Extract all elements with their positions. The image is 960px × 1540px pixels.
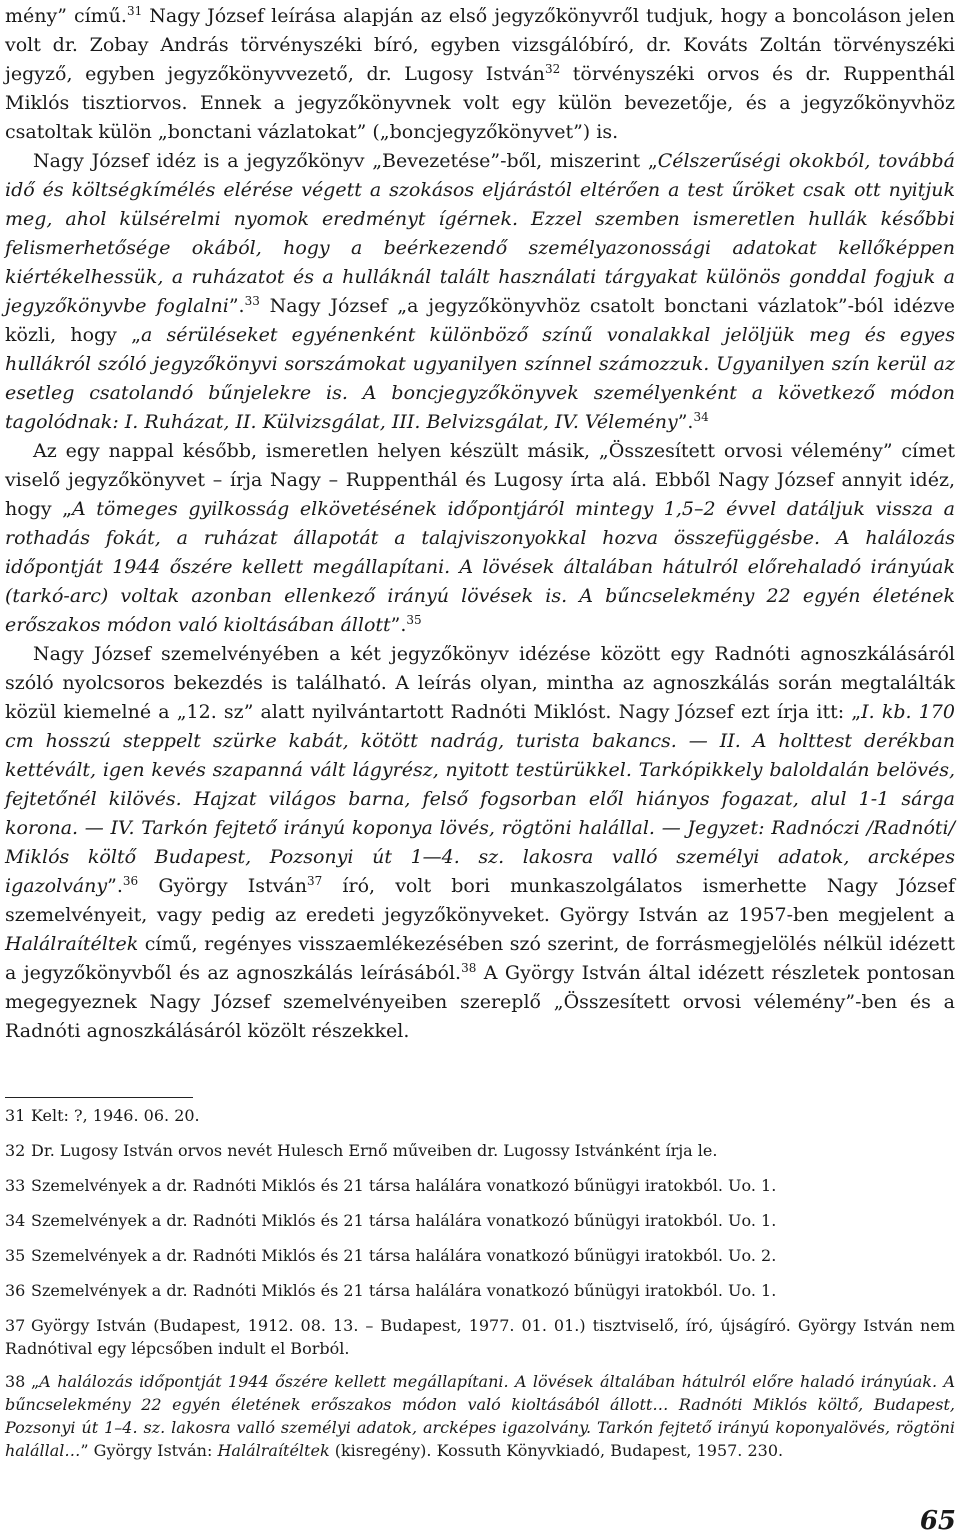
text-run: A György István által idézett részletek pontosan megegyeznek Nagy József szemelvényeiben szereplő „Összesített orvosi vélemény”-ben és a Radnóti agnoszkálásáról közölt részekkel. (5, 962, 956, 1042)
footnote-32 (5, 1139, 955, 1162)
footnote-text: Dr. Lugosy István orvos nevét Hulesch Ernő műveiben dr. Lugossy Istvánként írja le. (31, 1141, 718, 1160)
text-run: író, volt bori munkaszolgálatos ismerhette Nagy József szemelvényeit, vagy pedig az eredeti jegyzőkönyveket. György István az 1957-ben megjelent a (5, 875, 955, 926)
footnote-ref-37: 37 (306, 874, 323, 888)
text-run: mény” című. (5, 5, 127, 27)
footnote-ref-34: 34 (693, 410, 709, 424)
book-title-italic: Halálraítéltek (5, 933, 139, 955)
footnote-ref-32: 32 (544, 62, 561, 76)
text-run: (kisregény). Kossuth Könyvkiadó, Budapest, 1957. 230. (329, 1441, 784, 1460)
quote-italic: a sérüléseket egyénenként különböző színű vonalakkal jelöljük meg és egyes hullákról szóló jegyzőkönyvi sorszámokat ugyanilyen színnel számozzuk. Ugyanilyen szín kerül az esetleg csatolandó bűnjelekre is. A boncjegyzőkönyvek személyenként a következő módon tagolódnak: I. Ruházat, II. Külvizsgálat, III. Belvizsgálat, IV. Vélemény (5, 324, 955, 433)
text-run: törvényszéki orvos és dr. Ruppenthál Miklós tisztiorvos. Ennek a jegyzőkönyvnek volt egy külön bevezetője, és a jegyzőkönyvhöz csatoltak külön „bonctani vázlatokat” („boncjegyzőkönyvet”) is. (5, 63, 955, 143)
footnote-text: Szemelvények a dr. Radnóti Miklós és 21 társa halálára vonatkozó bűnügyi iratokból. Uo. 2. (31, 1246, 777, 1265)
footnote-ref-35: 35 (406, 613, 422, 627)
text-run: Nagy József szemelvényében a két jegyzőkönyv idézése között egy Radnóti agnoszkálásáról szóló nyolcsoros bekezdés is található. A leírás olyan, mintha az agnoszkálás során megtalálták közül kiemelné a „12. sz” alatt nyilvántartott Radnóti Miklóst. Nagy József ezt írja itt: „ (5, 643, 955, 723)
footnote-37 (5, 1314, 955, 1360)
footnote-text: Szemelvények a dr. Radnóti Miklós és 21 társa halálára vonatkozó bűnügyi iratokból. Uo. 1. (31, 1176, 777, 1195)
main-text (5, 2, 955, 1046)
paragraph-2 (5, 147, 955, 437)
text-run: György István (138, 875, 307, 897)
quote-italic: A halálozás időpontját 1944 őszére kellett megállapítani. A lövések általában hátulról előre haladó irányúak. A bűncselekmény 22 egyén életének erőszakos módon való kioltásából állott… Radnóti Miklós költő, Budapest, Pozsonyi út 1–4. sz. lakosra valló személyi adatok, arcképes igazolvány. Tarkón fejtető irányú koponyalövés, rögtöni halállal… (5, 1372, 955, 1460)
text-run: Nagy József „a jegyzőkönyvhöz csatolt bonctani vázlatok”-ból idézve közli, hogy „ (5, 295, 955, 346)
text-run: „ (31, 1372, 40, 1391)
paragraph-4 (5, 640, 955, 1046)
paragraph-1 (5, 2, 955, 147)
footnote-text: György István (Budapest, 1912. 08. 13. – Budapest, 1977. 01. 01.) tisztviselő, író, újságíró. György István nem Radnótival egy lépcsőben indult el Borból. (5, 1316, 955, 1358)
footnote-ref-38: 38 (461, 961, 477, 975)
footnote-text: Szemelvények a dr. Radnóti Miklós és 21 társa halálára vonatkozó bűnügyi iratokból. Uo. 1. (31, 1281, 777, 1300)
footnote-35 (5, 1244, 955, 1267)
footnote-number: 35 (5, 1246, 26, 1265)
text-run: ”. (107, 875, 123, 897)
footnote-33 (5, 1174, 955, 1197)
footnote-text: Kelt: ?, 1946. 06. 20. (31, 1106, 200, 1125)
quote-italic: I. kb. 170 cm hosszú steppelt szürke kabát, kötött nadrág, turista bakancs. — II. A holttest derékban kettévált, igen kevés szapanná vált lágyrész, nyitott testürükkel. Tarkópikkely baloldalán belövés, fejtetőnél kilövés. Hajzat világos barna, felső fogsorban elől hiányos fogazat, alul 1-1 sárga korona. — IV. Tarkón fejtető irányú koponya lövés, rögtöni halállal. — Jegyzet: Radnóczi /Radnóti/ Miklós költő Budapest, Pozsonyi út 1—4. sz. lakosra valló személyi adatok, arcképes igazolvány (5, 701, 955, 897)
quote-italic: Célszerűségi okokból, továbbá idő és költségkímélés elérése végett a szokásos eljárástól eltérően a test űröket csak ott nyitjuk meg, ahol külsérelmi nyomok eredményt ígérnek. Ezzel szemben ismeretlen hullák későbbi felismerhetősége okából, hogy a beérkezendő személyazonossági adatokat kellőképpen kiértékelhessük, a ruházatot és a hulláknál talált használati tárgyakat különös gonddal fogjuk a jegyzőkönyvbe foglalni (5, 150, 956, 317)
footnote-number: 36 (5, 1281, 26, 1300)
footnote-number: 34 (5, 1211, 26, 1230)
text-run: Az egy nappal később, ismeretlen helyen készült másik, „Összesített orvosi vélemény” címet viselő jegyzőkönyvet – írja Nagy – Ruppenthál és Lugosy írta alá. Ebből Nagy József annyit idéz, hogy „ (5, 440, 955, 520)
text-run: ”. (677, 411, 694, 433)
page-number: 65 (919, 1506, 956, 1536)
footnote-separator (5, 1097, 193, 1098)
footnote-number: 31 (5, 1106, 26, 1125)
footnote-number: 33 (5, 1176, 26, 1195)
footnote-ref-33: 33 (244, 294, 260, 308)
footnote-31 (5, 1104, 955, 1127)
footnote-38 (5, 1370, 955, 1462)
footnote-34 (5, 1209, 955, 1232)
paragraph-3 (5, 437, 955, 640)
text-run: ”. (228, 295, 245, 317)
footnote-text: Szemelvények a dr. Radnóti Miklós és 21 társa halálára vonatkozó bűnügyi iratokból. Uo. 1. (31, 1211, 777, 1230)
footnote-number: 32 (5, 1141, 26, 1160)
footnote-ref-36: 36 (122, 874, 139, 888)
quote-italic: A tömeges gyilkosság elkövetésének időpontjáról mintegy 1,5–2 évvel datáljuk vissza a rothadás fokát, a ruházat állapotát a talajviszonyokkal hozva összefüggésbe. A halálozás időpontját 1944 őszére kellett megállapítani. A lövések általában hátulról előrehaladó irányúak (tarkó-arc) voltak azonban ellenkező irányú lövések is. A bűncselekmény 22 egyén életének erőszakos módon való kioltásában állott (5, 498, 955, 636)
text-run: Nagy József idéz is a jegyzőkönyv „Bevezetése”-ből, miszerint „ (33, 150, 658, 172)
footnote-number: 37 (5, 1316, 26, 1335)
book-title-italic: Halálraítéltek (217, 1441, 330, 1460)
text-run: Nagy József leírása alapján az első jegyzőkönyvről tudjuk, hogy a boncoláson jelen volt dr. Zobay András törvényszéki bíró, egyben vizsgálóbíró, dr. Kováts Zoltán törvényszéki jegyző, egyben jegyzőkönyvvezető, dr. Lugosy István (5, 5, 955, 85)
footnote-number: 38 (5, 1372, 26, 1391)
text-run: ”. (390, 614, 407, 636)
text-run: című, regényes visszaemlékezésében szó szerint, de forrásmegjelölés nélkül idézett a jegyzőkönyvből és az agnoszkálás leírásából. (5, 933, 955, 984)
footnote-ref-31: 31 (126, 4, 143, 18)
footnotes (5, 1104, 955, 1472)
footnote-36 (5, 1279, 955, 1302)
text-run: ” György István: (80, 1441, 218, 1460)
